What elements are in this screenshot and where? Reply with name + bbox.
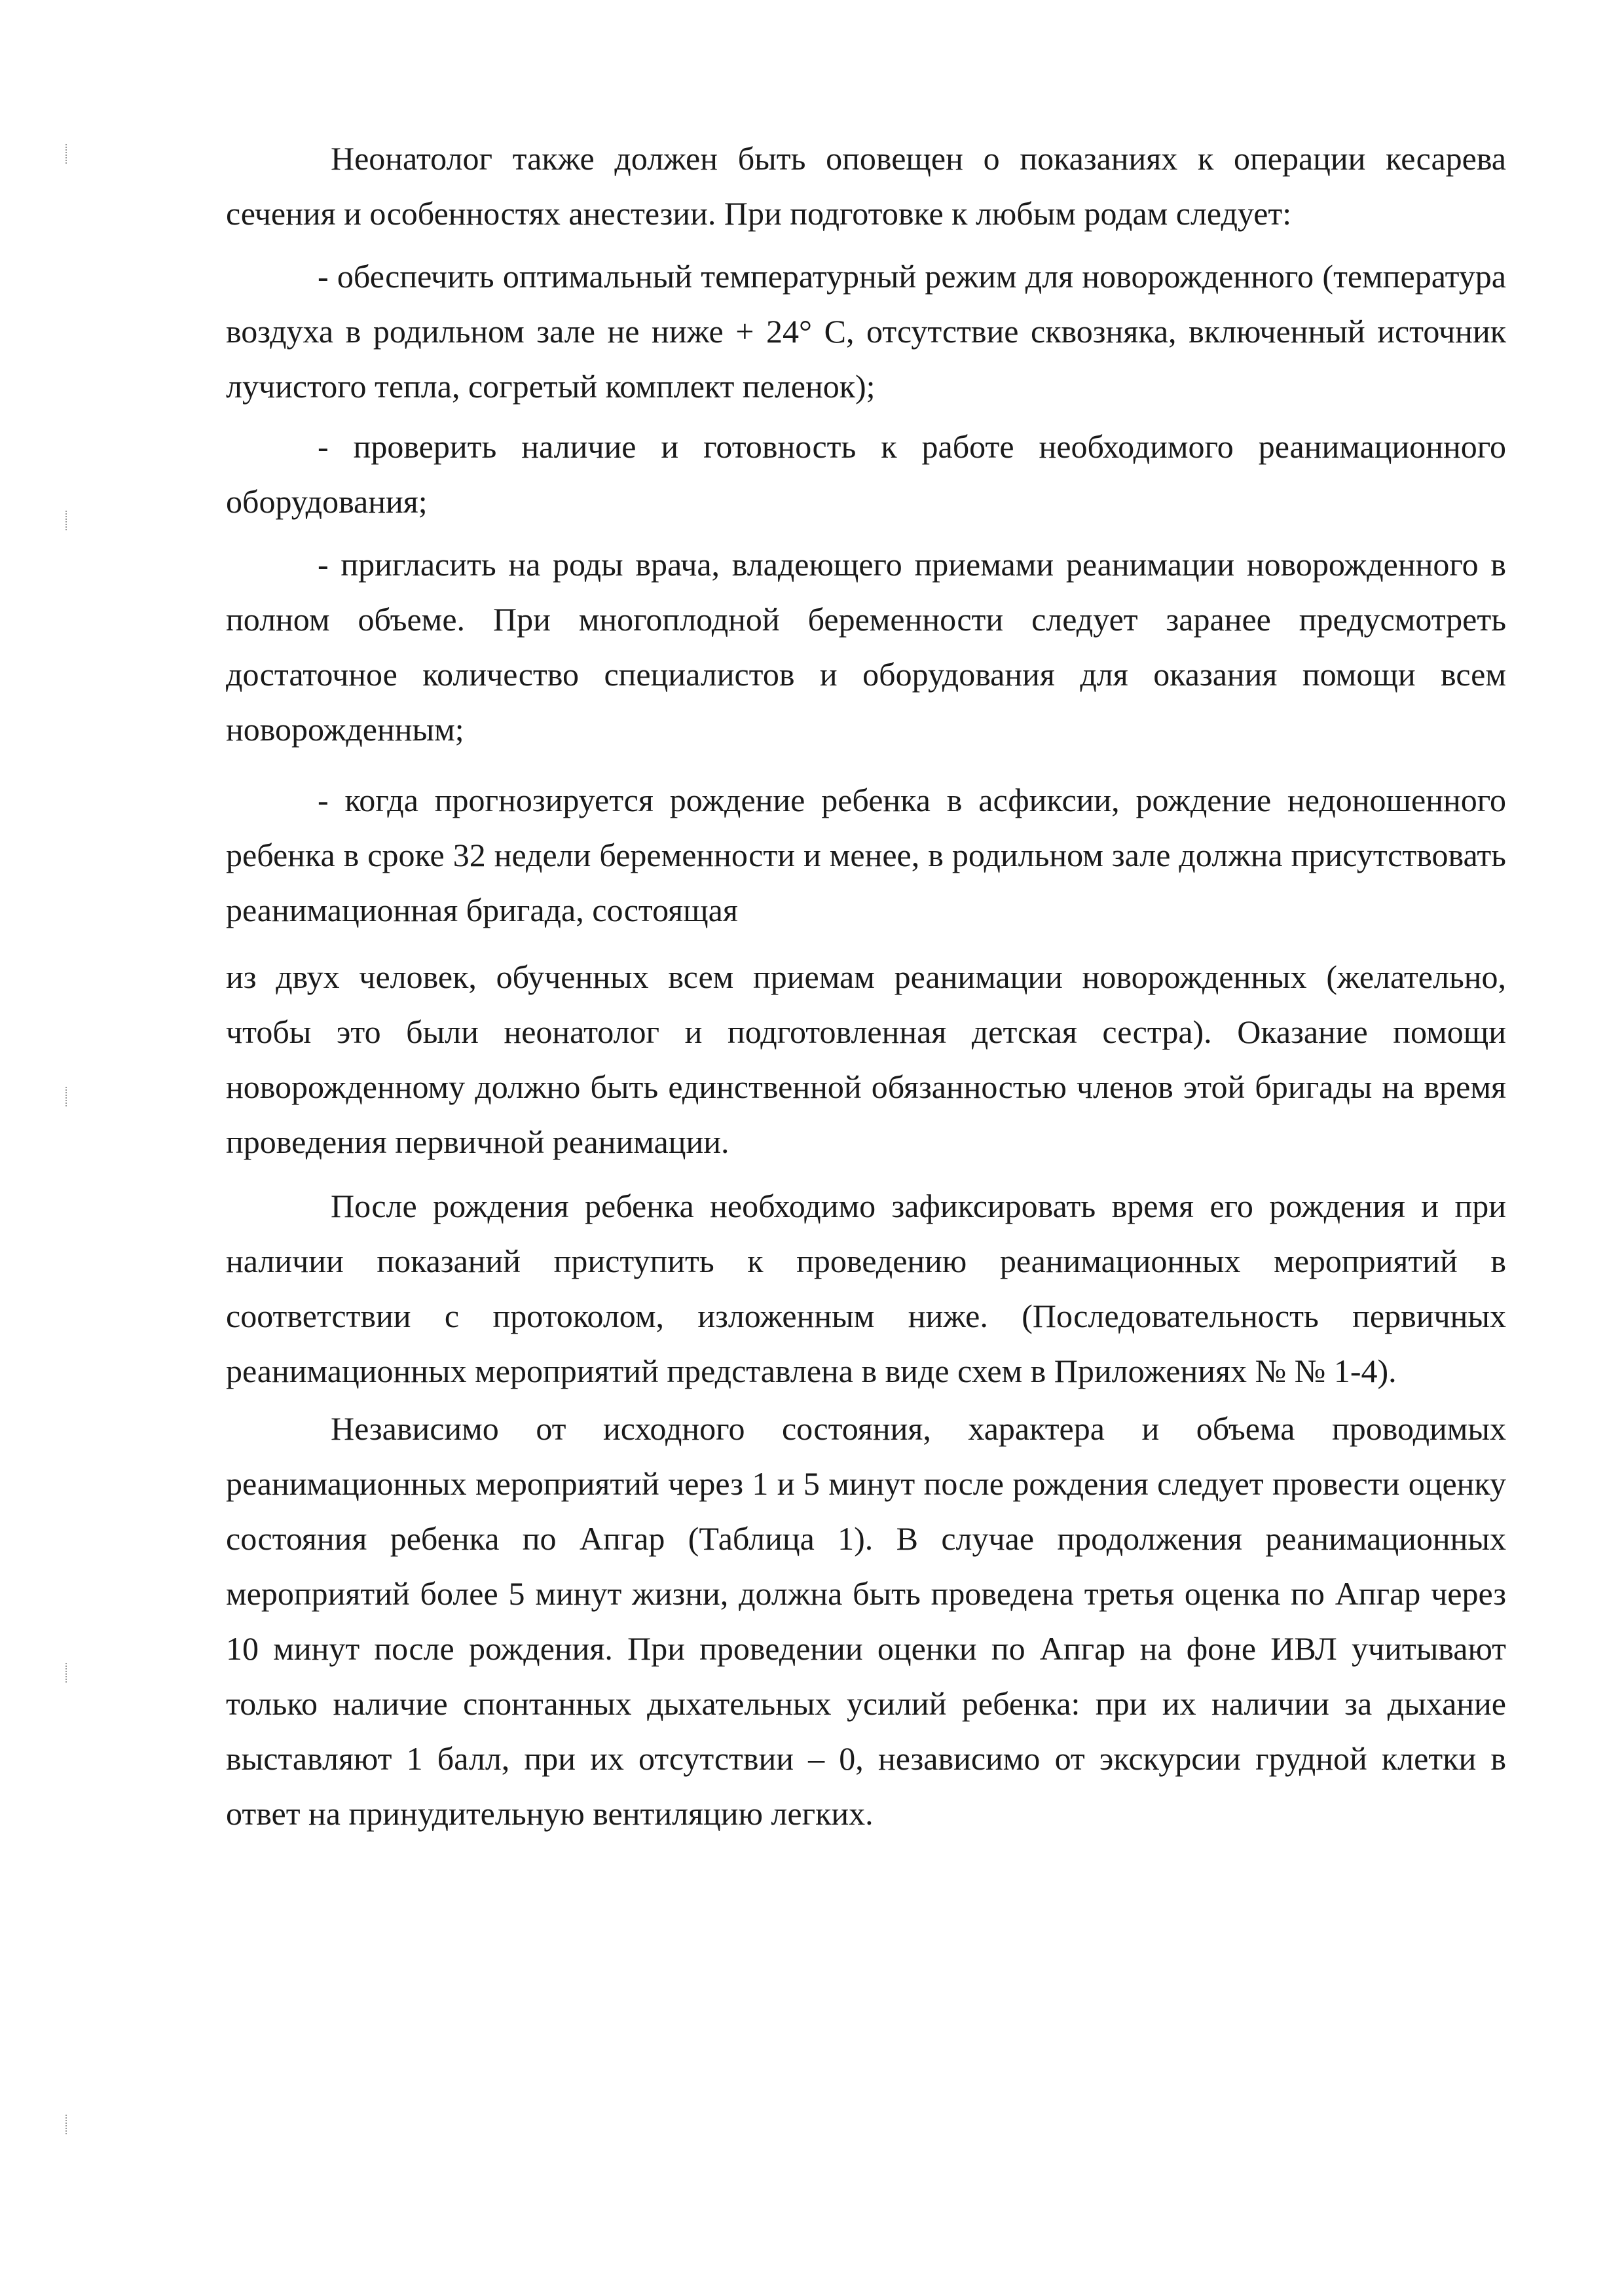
paragraph-intro (226, 131, 1506, 241)
list-item-text: - обеспечить оптимальный температурный режим для новорожденного (температура воздуха в родильном зале не ниже + 24° С, отсутствие сквозняка, включенный источник лучистого тепла, согретый комплект пеленок); (226, 258, 1506, 405)
scan-margin-mark (65, 144, 69, 164)
scan-margin-mark (65, 1087, 69, 1106)
scan-margin-mark (65, 511, 69, 530)
list-item-text: - проверить наличие и готовность к работе необходимого реанимационного оборудования; (226, 428, 1506, 520)
paragraph-text: После рождения ребенка необходимо зафиксировать время его рождения и при наличии показаний приступить к проведению реанимационных мероприятий в соответствии с протоколом, изложенным ниже. (Последовательность первичных реанимационных мероприятий представлена в виде схем в Приложениях № № 1-4). (226, 1188, 1506, 1389)
list-item-text: - когда прогнозируется рождение ребенка в асфиксии, рождение недоношенного ребенка в сроке 32 недели беременности и менее, в родильном зале должна присутствовать реанимационная бригада, состоящая (226, 782, 1506, 928)
list-item-doctor (226, 537, 1506, 757)
scan-margin-mark (65, 2115, 69, 2134)
scan-margin-mark (65, 1663, 69, 1683)
paragraph-text: Неонатолог также должен быть оповещен о показаниях к операции кесарева сечения и особенностях анестезии. При подготовке к любым родам следует: (226, 140, 1506, 232)
list-item-temperature (226, 249, 1506, 414)
list-item-text: - пригласить на роды врача, владеющего приемами реанимации новорожденного в полном объеме. При многоплодной беременности следует заранее предусмотреть достаточное количество специалистов и оборудования для оказания помощи всем новорожденным; (226, 546, 1506, 748)
list-item-team (226, 773, 1506, 938)
paragraph-text: из двух человек, обученных всем приемам реанимации новорожденных (желательно, чтобы это были неонатолог и подготовленная детская сестра). Оказание помощи новорожденному должно быть единственной обязанностью членов этой бригады на время проведения первичной реанимации. (226, 958, 1506, 1160)
paragraph-text: Независимо от исходного состояния, характера и объема проводимых реанимационных мероприятий через 1 и 5 минут после рождения следует провести оценку состояния ребенка по Апгар (Таблица 1). В случае продолжения реанимационных мероприятий более 5 минут жизни, должна быть проведена третья оценка по Апгар через 10 минут после рождения. При проведении оценки по Апгар на фоне ИВЛ учитывают только наличие спонтанных дыхательных усилий ребенка: при их наличии за дыхание выставляют 1 балл, при их отсутствии – 0, независимо от экскурсии грудной клетки в ответ на принудительную вентиляцию легких. (226, 1410, 1506, 1832)
paragraph-apgar (226, 1401, 1506, 1841)
paragraph-after-birth (226, 1178, 1506, 1398)
paragraph-team-continued (226, 949, 1506, 1169)
list-item-equipment (226, 419, 1506, 529)
